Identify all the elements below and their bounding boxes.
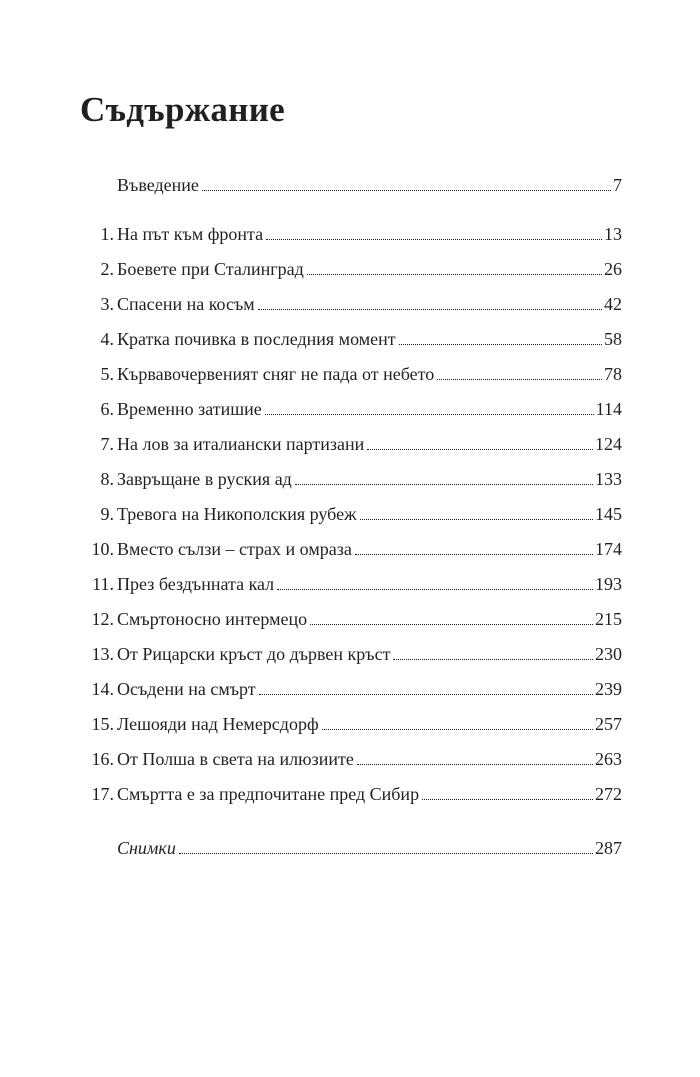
toc-entry-chapter-16[interactable] [82, 747, 622, 771]
chapter-number: 4. [100, 329, 114, 349]
toc-entry-chapter-11[interactable] [82, 572, 622, 596]
toc-entry-page: 230 [595, 644, 622, 664]
chapter-number: 6. [100, 399, 114, 419]
toc-entry-title: Въведение [117, 175, 199, 195]
toc-entry-chapter-1[interactable] [82, 222, 622, 246]
toc-entry-body [117, 327, 622, 351]
toc-entry-body [117, 257, 622, 281]
chapter-number: 13. [91, 644, 114, 664]
toc-entry-chapter-10[interactable] [82, 537, 622, 561]
chapter-number: 7. [100, 434, 114, 454]
toc-entry-page: 193 [595, 574, 622, 594]
toc-entry-title: От Полша в света на илюзиите [117, 749, 354, 769]
toc-entry-title: Смъртоносно интермецо [117, 609, 308, 629]
chapter-number: 11. [92, 574, 114, 594]
dot-leader [322, 729, 593, 730]
toc-entry-chapter-2[interactable] [82, 257, 622, 281]
toc-entry-chapter-12[interactable] [82, 607, 622, 631]
chapter-number: 15. [91, 714, 114, 734]
toc-entry-title: На лов за италиански партизани [117, 434, 365, 454]
toc-entry-body [117, 502, 622, 526]
dot-leader [266, 239, 602, 240]
dot-leader [437, 379, 602, 380]
dot-leader [295, 484, 593, 485]
toc-entry-page: 272 [595, 784, 622, 804]
toc-entry-page: 145 [595, 504, 622, 524]
toc-entry-page: 174 [595, 539, 622, 559]
toc-entry-body [117, 642, 622, 666]
toc-entry-body [117, 432, 622, 456]
toc-entry-page: 257 [595, 714, 622, 734]
toc-entry-introduction[interactable] [82, 173, 622, 197]
toc-entry-chapter-4[interactable] [82, 327, 622, 351]
toc-entry-body [117, 397, 622, 421]
toc-entry-body [117, 607, 622, 631]
dot-leader [202, 190, 611, 191]
toc-entry-page: 133 [595, 469, 622, 489]
dot-leader [367, 449, 593, 450]
toc-entry-chapter-15[interactable] [82, 712, 622, 736]
toc-entry-body [117, 836, 622, 860]
dot-leader [355, 554, 593, 555]
chapter-number: 12. [91, 609, 114, 629]
toc-entry-page: 58 [604, 329, 622, 349]
chapter-number: 8. [100, 469, 114, 489]
toc-entry-page: 42 [604, 294, 622, 314]
toc-entry-page: 287 [595, 838, 622, 858]
toc-entry-body [117, 292, 622, 316]
toc-entry-title: Вместо сълзи – страх и омраза [117, 539, 352, 559]
dot-leader [265, 414, 594, 415]
page-title: Съдържание [80, 90, 286, 129]
toc-entry-title: Боевете при Сталинград [117, 259, 304, 279]
chapter-number: 5. [100, 364, 114, 384]
toc-entry-title: Смъртта е за предпочитане пред Сибир [117, 784, 420, 804]
toc-entry-body [117, 677, 622, 701]
toc-entry-page: 114 [595, 399, 622, 419]
toc-entry-title: От Рицарски кръст до дървен кръст [117, 644, 391, 664]
toc-entry-page: 78 [604, 364, 622, 384]
toc-entry-title: Лешояди над Немерсдорф [117, 714, 319, 734]
dot-leader [399, 344, 602, 345]
toc-entry-title: Завръщане в руския ад [117, 469, 292, 489]
toc-entry-page: 215 [595, 609, 622, 629]
chapter-number: 9. [100, 504, 114, 524]
chapter-number: 10. [91, 539, 114, 559]
toc-entry-page: 239 [595, 679, 622, 699]
toc-entry-chapter-6[interactable] [82, 397, 622, 421]
toc-entry-body [117, 537, 622, 561]
dot-leader [307, 274, 602, 275]
toc-entry-page: 7 [613, 175, 622, 195]
toc-entry-title: Временно затишие [117, 399, 262, 419]
chapter-number: 1. [100, 224, 114, 244]
toc-entry-title: Тревога на Никополския рубеж [117, 504, 357, 524]
toc-entry-body [117, 173, 622, 197]
toc-entry-chapter-14[interactable] [82, 677, 622, 701]
toc-entry-chapter-17[interactable] [82, 782, 622, 806]
toc-entry-chapter-7[interactable] [82, 432, 622, 456]
toc-entry-title: Снимки [117, 838, 176, 858]
toc-entry-title: Кървавочервеният сняг не пада от небето [117, 364, 435, 384]
dot-leader [422, 799, 593, 800]
toc-entry-title: Кратка почивка в последния момент [117, 329, 396, 349]
toc-entry-title: Спасени на косъм [117, 294, 255, 314]
dot-leader [258, 309, 602, 310]
toc-entry-title: Осъдени на смърт [117, 679, 256, 699]
toc-entry-chapter-5[interactable] [82, 362, 622, 386]
dot-leader [310, 624, 593, 625]
dot-leader [357, 764, 593, 765]
toc-entry-chapter-8[interactable] [82, 467, 622, 491]
toc-entry-body [117, 362, 622, 386]
dot-leader [360, 519, 593, 520]
toc-entry-page: 263 [595, 749, 622, 769]
chapter-number: 2. [100, 259, 114, 279]
toc-entry-body [117, 222, 622, 246]
toc-entry-photos[interactable] [82, 836, 622, 860]
toc-entry-chapter-13[interactable] [82, 642, 622, 666]
toc-entry-page: 13 [604, 224, 622, 244]
toc-entry-chapter-3[interactable] [82, 292, 622, 316]
dot-leader [277, 589, 593, 590]
toc-entry-body [117, 572, 622, 596]
toc-entry-body [117, 747, 622, 771]
dot-leader [393, 659, 593, 660]
chapter-number: 17. [91, 784, 114, 804]
toc-entry-body [117, 712, 622, 736]
toc-entry-chapter-9[interactable] [82, 502, 622, 526]
dot-leader [179, 853, 593, 854]
toc-entry-title: През бездънната кал [117, 574, 275, 594]
chapter-number: 16. [91, 749, 114, 769]
chapter-number: 3. [100, 294, 114, 314]
toc-entry-page: 26 [604, 259, 622, 279]
toc-entry-body [117, 467, 622, 491]
toc-entry-title: На път към фронта [117, 224, 264, 244]
toc-entry-body [117, 782, 622, 806]
toc-entry-page: 124 [595, 434, 622, 454]
chapter-number: 14. [91, 679, 114, 699]
dot-leader [259, 694, 593, 695]
